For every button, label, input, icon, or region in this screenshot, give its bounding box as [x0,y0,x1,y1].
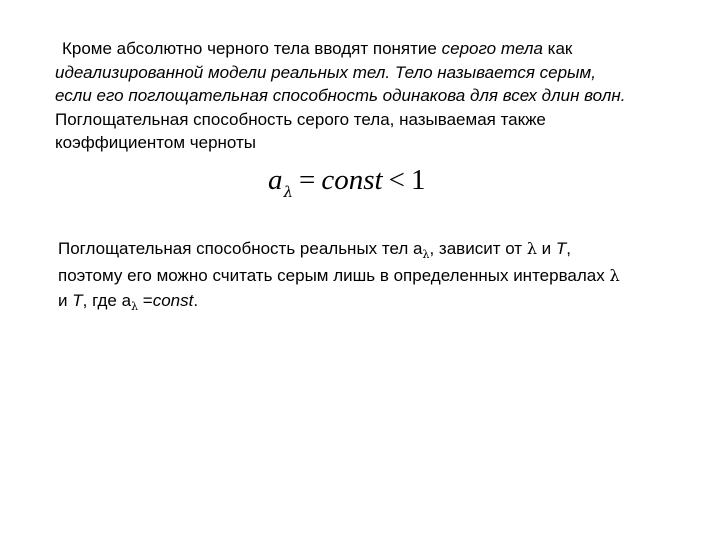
formula-absorptivity [268,160,425,204]
text-span: поэтому его можно считать серым лишь в определенных интервалах [58,266,610,285]
subscript-lambda: λ [131,300,139,313]
text-line [58,236,683,263]
formula-one: 1 [410,164,426,196]
formula-subscript: λ [283,183,294,201]
text-span: , [566,239,572,258]
text-span: как [542,39,573,58]
variable-T: T [555,239,567,258]
text-line: если его поглощательная способность одинакова для всех длин волн. [55,86,626,105]
italic-const: const [152,291,194,310]
text-span: . [193,291,199,310]
formula-const: const [321,164,383,196]
formula-less-than: < [388,164,405,196]
text-line: Поглощательная способность серого тела, называемая также [55,109,546,129]
variable-a: a [413,239,423,258]
text-line [58,288,683,315]
text-line: коэффициентом черноты [55,133,257,152]
text-span: Поглощательная способность реальных тел [58,239,414,258]
text-span: Кроме абсолютно черного тела вводят понятие [62,39,442,58]
italic-term: серого тела [441,39,543,58]
formula-variable: a [268,164,283,196]
symbol-lambda: λ [526,239,537,258]
text-span: и [536,239,556,258]
text-span: , где [82,291,122,310]
paragraph-real-bodies [58,236,683,315]
variable-T: T [72,291,83,310]
variable-a: a [121,291,132,310]
formula-equals: = [299,164,316,196]
text-span: = [138,291,153,310]
symbol-lambda: λ [609,266,620,285]
text-line [55,37,680,61]
text-line [58,263,683,288]
text-span: и [58,291,73,310]
text-span: , зависит от [429,239,527,258]
subscript-lambda: λ [422,248,430,261]
text-line: идеализированной модели реальных тел. Тело называется серым, [55,62,596,82]
paragraph-gray-body-definition [55,37,680,155]
